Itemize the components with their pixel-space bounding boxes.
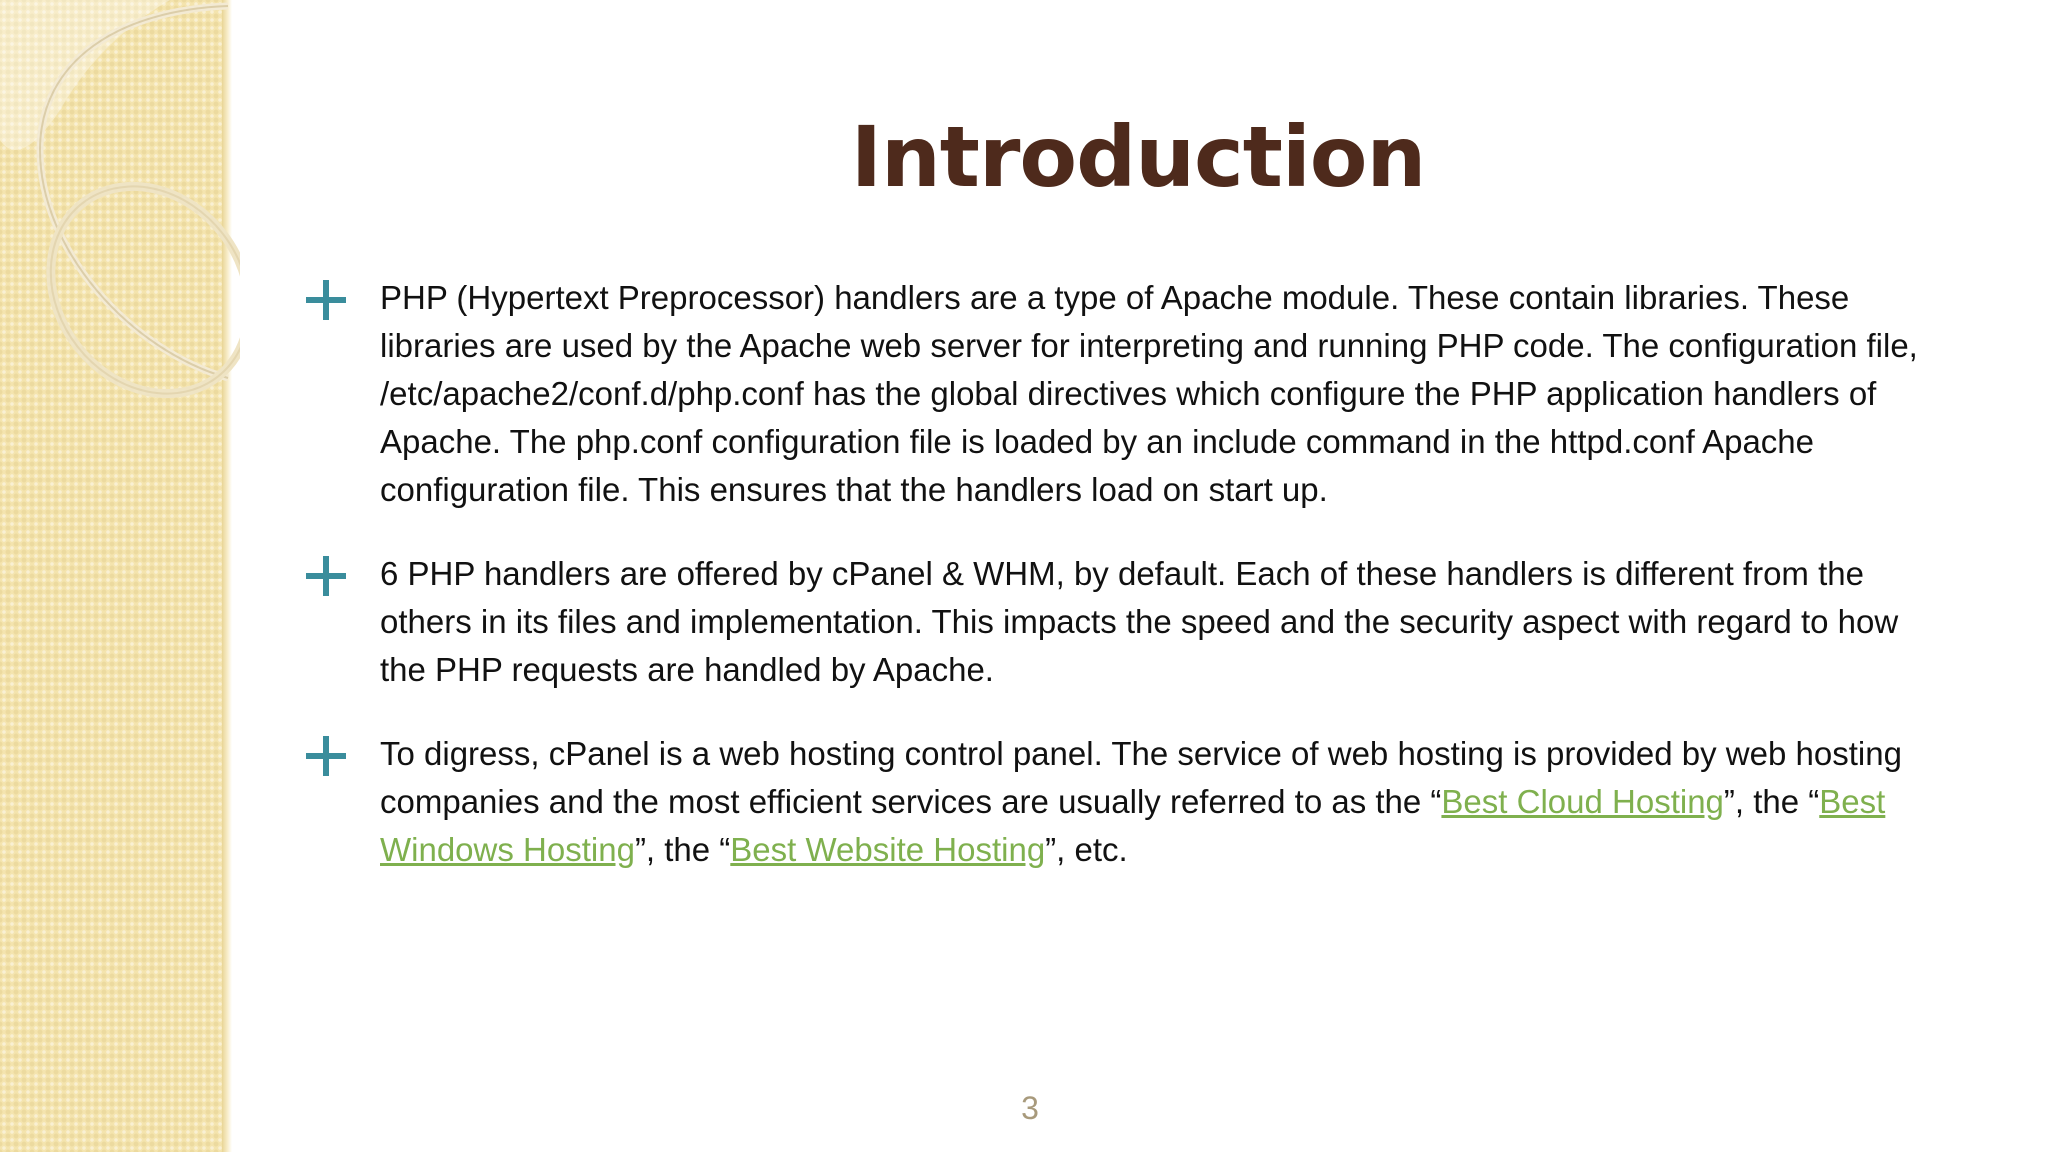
bullet-text-mid: ”, the “ — [634, 831, 731, 868]
bullet-text-before: To digress, cPanel is a web hosting control panel. The service of web hosting is provided by web hosting companies and the most efficient services are usually referred to as the “ — [380, 735, 1902, 820]
bullet-text-mid: ”, the “ — [1723, 783, 1820, 820]
page-number: 3 — [1021, 1090, 1039, 1126]
bullet-item-php-handlers — [300, 274, 1940, 514]
plus-icon — [306, 556, 346, 596]
slide-title: Introduction — [850, 108, 1426, 206]
bullet-text: PHP (Hypertext Preprocessor) handlers are a type of Apache module. These contain libraries. These libraries are used by the Apache web server for interpreting and running PHP code. The configuration file, /etc/apache2/conf.d/php.conf has the global directives which configure the PHP application handlers of Apache. The php.conf configuration file is loaded by an include command in the httpd.conf Apache configuration file. This ensures that the handlers load on start up. — [380, 279, 1918, 508]
bullet-text-after: ”, etc. — [1045, 831, 1128, 868]
bullet-item-cpanel-handlers — [300, 550, 1940, 694]
plus-icon — [306, 280, 346, 320]
decorative-swirl — [0, 0, 240, 420]
best-cloud-hosting-link[interactable]: Best Cloud Hosting — [1441, 783, 1724, 820]
bullet-list — [300, 274, 1940, 910]
plus-icon — [306, 736, 346, 776]
best-website-hosting-link[interactable]: Best Website Hosting — [730, 831, 1046, 868]
best-windows-hosting-link[interactable]: Best Windows Hosting — [380, 783, 1886, 868]
bullet-item-web-hosting — [300, 730, 1940, 874]
bullet-text: 6 PHP handlers are offered by cPanel & WHM, by default. Each of these handlers is different from the others in its files and implementation. This impacts the speed and the security aspect with regard to how the PHP requests are handled by Apache. — [380, 555, 1899, 688]
